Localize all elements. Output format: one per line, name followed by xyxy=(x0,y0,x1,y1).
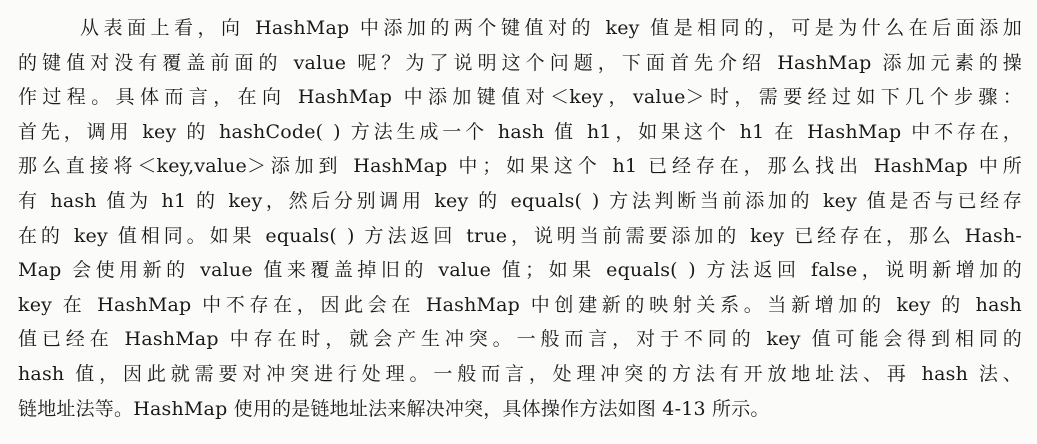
paragraph-line-11: hash 值，因此就需要对冲突进行处理。一般而言，处理冲突的方法有开放地址法、再 hash 法、 xyxy=(18,362,1022,385)
paragraph-line-12: 链地址法等。HashMap 使用的是链地址法来解决冲突，具体操作方法如图 4-13 所示。 xyxy=(18,397,770,420)
paragraph-line-3: 作过程。具体而言，在向 HashMap 中添加键值对＜key，value＞时，需要经过如下几个步骤： xyxy=(18,86,1022,109)
body-paragraph xyxy=(18,11,1022,426)
paragraph-line-7: 在的 key 值相同。如果 equals( ) 方法返回 true，说明当前需要添加的 key 已经存在，那么 Hash- xyxy=(18,224,1022,247)
paragraph-line-1: 从表面上看，向 HashMap 中添加的两个键值对的 key 值是相同的，可是为什么在后面添加 xyxy=(80,17,1022,39)
paragraph-line-10: 值已经在 HashMap 中存在时，就会产生冲突。一般而言，对于不同的 key 值可能会得到相同的 xyxy=(18,328,1022,351)
paragraph-line-6: 有 hash 值为 h1 的 key，然后分别调用 key 的 equals( ) 方法判断当前添加的 key 值是否与已经存 xyxy=(18,189,1022,212)
paragraph-line-2: 的键值对没有覆盖前面的 value 呢？为了说明这个问题，下面首先介绍 HashMap 添加元素的操 xyxy=(18,51,1022,74)
paragraph-line-5: 那么直接将＜key,value＞添加到 HashMap 中；如果这个 h1 已经存在，那么找出 HashMap 中所 xyxy=(18,155,1022,178)
paragraph-line-4: 首先，调用 key 的 hashCode( ) 方法生成一个 hash 值 h1，如果这个 h1 在 HashMap 中不存在， xyxy=(18,120,1022,143)
paragraph-line-8: Map 会使用新的 value 值来覆盖掉旧的 value 值；如果 equals( ) 方法返回 false，说明新增加的 xyxy=(18,259,1022,282)
paragraph-line-9: key 在 HashMap 中不存在，因此会在 HashMap 中创建新的映射关系。当新增加的 key 的 hash xyxy=(18,293,1022,316)
